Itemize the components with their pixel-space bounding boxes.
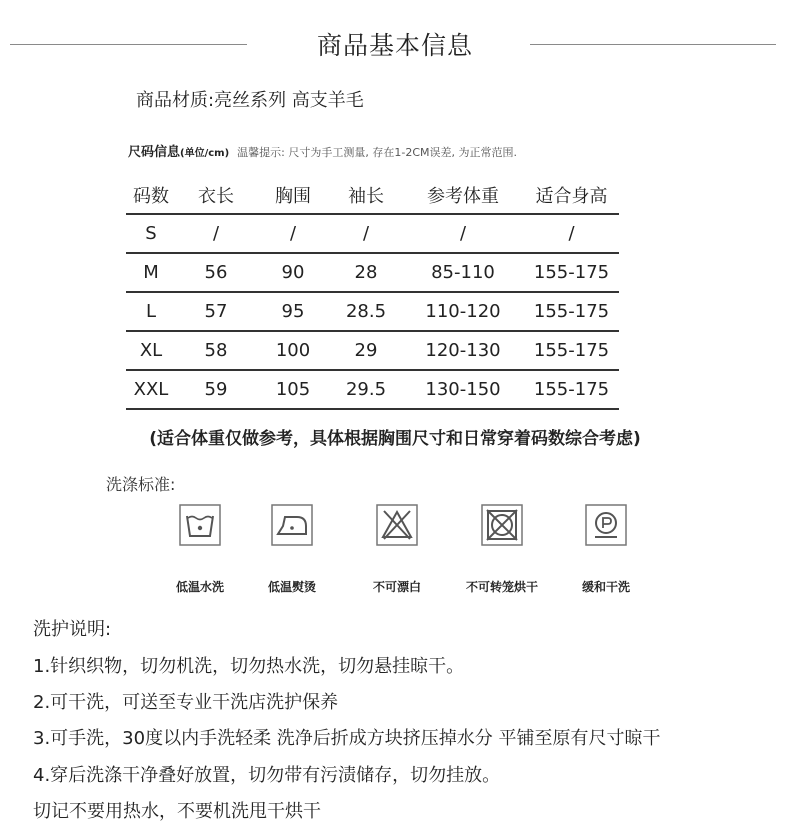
wash-standard-title: 洗涤标准: (106, 475, 176, 494)
table-cell: L (126, 292, 176, 331)
iron-low-temp-label: 低温熨烫 (267, 580, 316, 594)
size-table-header-cell: 胸围 (256, 176, 330, 214)
no-bleach-label: 不可漂白 (372, 580, 421, 594)
table-cell: 28.5 (330, 292, 402, 331)
table-cell: 85-110 (402, 253, 524, 292)
size-table-header-row (126, 176, 619, 214)
table-cell: / (256, 214, 330, 253)
size-table-header-cell: 衣长 (176, 176, 256, 214)
table-cell: 56 (176, 253, 256, 292)
header-divider-right (530, 44, 776, 45)
table-cell: 130-150 (402, 370, 524, 409)
dry-clean-icon (585, 504, 627, 546)
care-line: 切记不要用热水，不要机洗甩干烘干 (33, 801, 321, 822)
table-cell: 155-175 (524, 292, 619, 331)
size-note: (适合体重仅做参考，具体根据胸围尺寸和日常穿着码数综合考虑) (149, 429, 641, 449)
table-cell: M (126, 253, 176, 292)
care-line: 4.穿后洗涤干净叠好放置，切勿带有污渍储存，切勿挂放。 (33, 765, 501, 786)
no-tumble-dry-label: 不可转笼烘干 (465, 580, 538, 594)
size-info-tip: 温馨提示: 尺寸为手工测量, 存在1-2CM误差, 为正常范围. (237, 146, 517, 159)
no-bleach-icon (376, 504, 418, 546)
table-cell: S (126, 214, 176, 253)
table-cell: 28 (330, 253, 402, 292)
table-cell: 110-120 (402, 292, 524, 331)
table-cell: / (524, 214, 619, 253)
size-table-header-cell: 适合身高 (524, 176, 619, 214)
table-cell: / (402, 214, 524, 253)
no-tumble-dry-icon (481, 504, 523, 546)
care-line: 3.可手洗，30度以内手洗轻柔 洗净后折成方块挤压掉水分 平铺至原有尺寸晾干 (33, 728, 661, 749)
table-cell: 29 (330, 331, 402, 370)
size-table-header-cell: 码数 (126, 176, 176, 214)
size-info-heading (128, 141, 517, 160)
table-cell: 59 (176, 370, 256, 409)
care-line: 1.针织织物，切勿机洗，切勿热水洗，切勿悬挂晾干。 (33, 656, 465, 677)
table-cell: 100 (256, 331, 330, 370)
page-title: 商品基本信息 (316, 31, 473, 60)
table-row (126, 370, 619, 409)
table-cell: / (330, 214, 402, 253)
wash-low-temp-icon (179, 504, 221, 546)
table-cell: 58 (176, 331, 256, 370)
material-info: 商品材质:亮丝系列 高支羊毛 (136, 90, 364, 111)
table-cell: 155-175 (524, 253, 619, 292)
table-cell: XXL (126, 370, 176, 409)
table-cell: 155-175 (524, 370, 619, 409)
size-table-header-cell: 袖长 (330, 176, 402, 214)
wash-low-temp-label: 低温水洗 (175, 580, 224, 594)
table-cell: 95 (256, 292, 330, 331)
dry-clean-label: 缓和干洗 (581, 580, 630, 594)
care-title: 洗护说明: (33, 619, 112, 640)
size-info-label: 尺码信息 (128, 145, 181, 160)
size-table-header-cell: 参考体重 (402, 176, 524, 214)
table-cell: 120-130 (402, 331, 524, 370)
iron-low-temp-icon (271, 504, 313, 546)
table-row (126, 214, 619, 253)
table-cell: 105 (256, 370, 330, 409)
care-line: 2.可干洗，可送至专业干洗店洗护保养 (33, 692, 339, 713)
size-table (126, 176, 619, 410)
table-cell: 57 (176, 292, 256, 331)
table-cell: XL (126, 331, 176, 370)
table-cell: 155-175 (524, 331, 619, 370)
table-row (126, 292, 619, 331)
table-row (126, 253, 619, 292)
size-info-unit: (单位/cm) (180, 148, 230, 159)
table-cell: 90 (256, 253, 330, 292)
table-cell: / (176, 214, 256, 253)
table-row (126, 331, 619, 370)
table-cell: 29.5 (330, 370, 402, 409)
